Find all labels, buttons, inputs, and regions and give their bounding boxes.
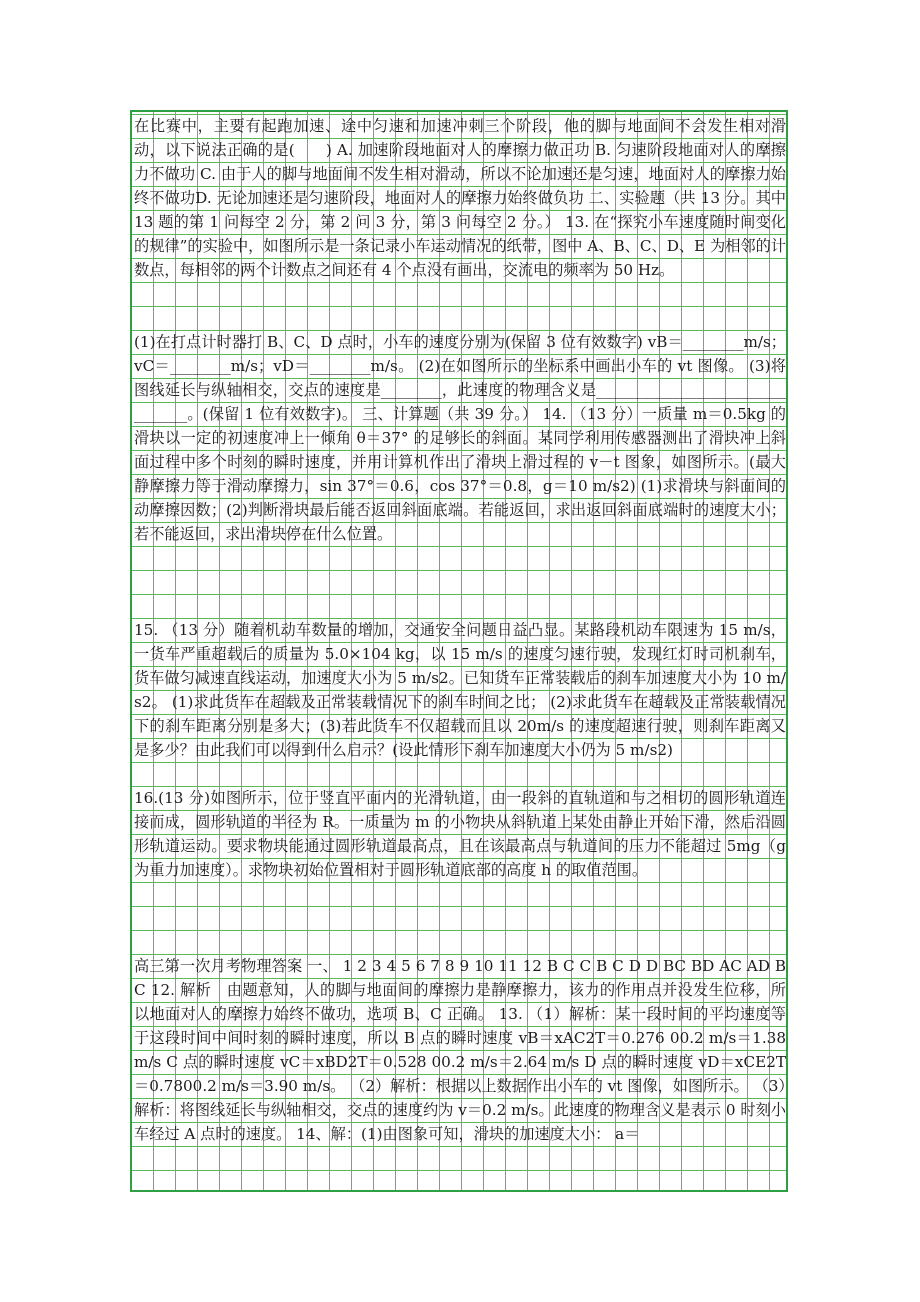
question-13-14-text: (1)在打点计时器打 B、C、D 点时，小车的速度分别为(保留 3 位有效数字) vB＝________m/s；vC＝________m/s；vD＝________m/s。 (2)在如图所示的坐标系中画出小车的 vt 图像。 (3)将图线延长与纵轴相交，交点的速度是________，此速度的物理含义是________________________________。(保留 1 位有效数字)。 三、计算题（共 39 分。） 14. （13 分）一质量 m＝0.5kg 的滑块以一定的初速度冲上一倾角 θ＝37° 的足够长的斜面。某同学利用传感器测出了滑块冲上斜面过程中多个时刻的瞬时速度，并用计算机作出了滑块上滑过程的 v－t 图象，如图所示。(最大静摩擦力等于滑动摩擦力，sin 37°＝0.6，cos 37°＝0.8，g＝10 m/s2) (1)求滑块与斜面间的动摩擦因数；(2)判断滑块最后能否返回斜面底端。若能返回，求出返回斜面底端时的速度大小；若不能返回，求出滑块停在什么位置。 <box>134 333 786 543</box>
answer-key-text: 高三第一次月考物理答案 一、 1 2 3 4 5 6 7 8 9 10 11 12 B C C B C D D BC BD AC AD BC 12. 解析 由题意知，人的脚与地面间的摩擦力是静摩擦力，该力的作用点并没发生位移，所以地面对人的摩擦力始终不做功，选项 B、C 正确。 13. （1）解析：某一段时间的平均速度等于这段时间中间时刻的瞬时速度，所以 B 点的瞬时速度 vB＝xAC2T＝0.276 00.2 m/s＝1.38 m/s C 点的瞬时速度 vC＝xBD2T＝0.528 00.2 m/s＝2.64 m/s D 点的瞬时速度 vD＝xCE2T＝0.7800.2 m/s＝3.90 m/s。 （2）解析：根据以上数据作出小车的 vt 图像，如图所示。 （3）解析：将图线延长与纵轴相交，交点的速度约为 v＝0.2 m/s。此速度的物理含义是表示 0 时刻小车经过 A 点时的速度。 14、解：(1)由图象可知，滑块的加速度大小： a＝ <box>134 957 786 1143</box>
document-page <box>130 110 788 1192</box>
question-15-text: 15. （13 分）随着机动车数量的增加，交通安全问题日益凸显。某路段机动车限速为 15 m/s，一货车严重超载后的质量为 5.0×104 kg，以 15 m/s 的速度匀速行驶，发现红灯时司机刹车，货车做匀减速直线运动，加速度大小为 5 m/s2。已知货车正常装载后的刹车加速度大小为 10 m/s2。 (1)求此货车在超载及正常装载情况下的刹车时间之比； (2)求此货车在超载及正常装载情况下的刹车距离分别是多大；(3)若此货车不仅超载而且以 20m/s 的速度超速行驶，则刹车距离又是多少？由此我们可以得到什么启示？(设此情形下刹车加速度大小仍为 5 m/s2) <box>134 621 786 759</box>
question-16-text: 16.(13 分)如图所示，位于竖直平面内的光滑轨道，由一段斜的直轨道和与之相切的圆形轨道连接而成，圆形轨道的半径为 R。一质量为 m 的小物块从斜轨道上某处由静止开始下滑，然后沿圆形轨道运动。要求物块能通过圆形轨道最高点，且在该最高点与轨道间的压力不能超过 5mg（g 为重力加速度）。求物块初始位置相对于圆形轨道底部的高度 h 的取值范围。 <box>134 789 786 879</box>
question-12-and-13-text: 在比赛中，主要有起跑加速、途中匀速和加速冲刺三个阶段，他的脚与地面间不会发生相对滑动，以下说法正确的是( ) A. 加速阶段地面对人的摩擦力做正功 B. 匀速阶段地面对人的摩擦力不做功 C. 由于人的脚与地面间不发生相对滑动，所以不论加速还是匀速，地面对人的摩擦力始终不做功D. 无论加速还是匀速阶段，地面对人的摩擦力始终做负功 二、实验题（共 13 分。其中 13 题的第 1 问每空 2 分，第 2 问 3 分，第 3 问每空 2 分。） 13. 在“探究小车速度随时间变化的规律”的实验中，如图所示是一条记录小车运动情况的纸带，图中 A、B、C、D、E 为相邻的计数点，每相邻的两个计数点之间还有 4 个点没有画出，交流电的频率为 50 Hz。 <box>134 117 786 279</box>
